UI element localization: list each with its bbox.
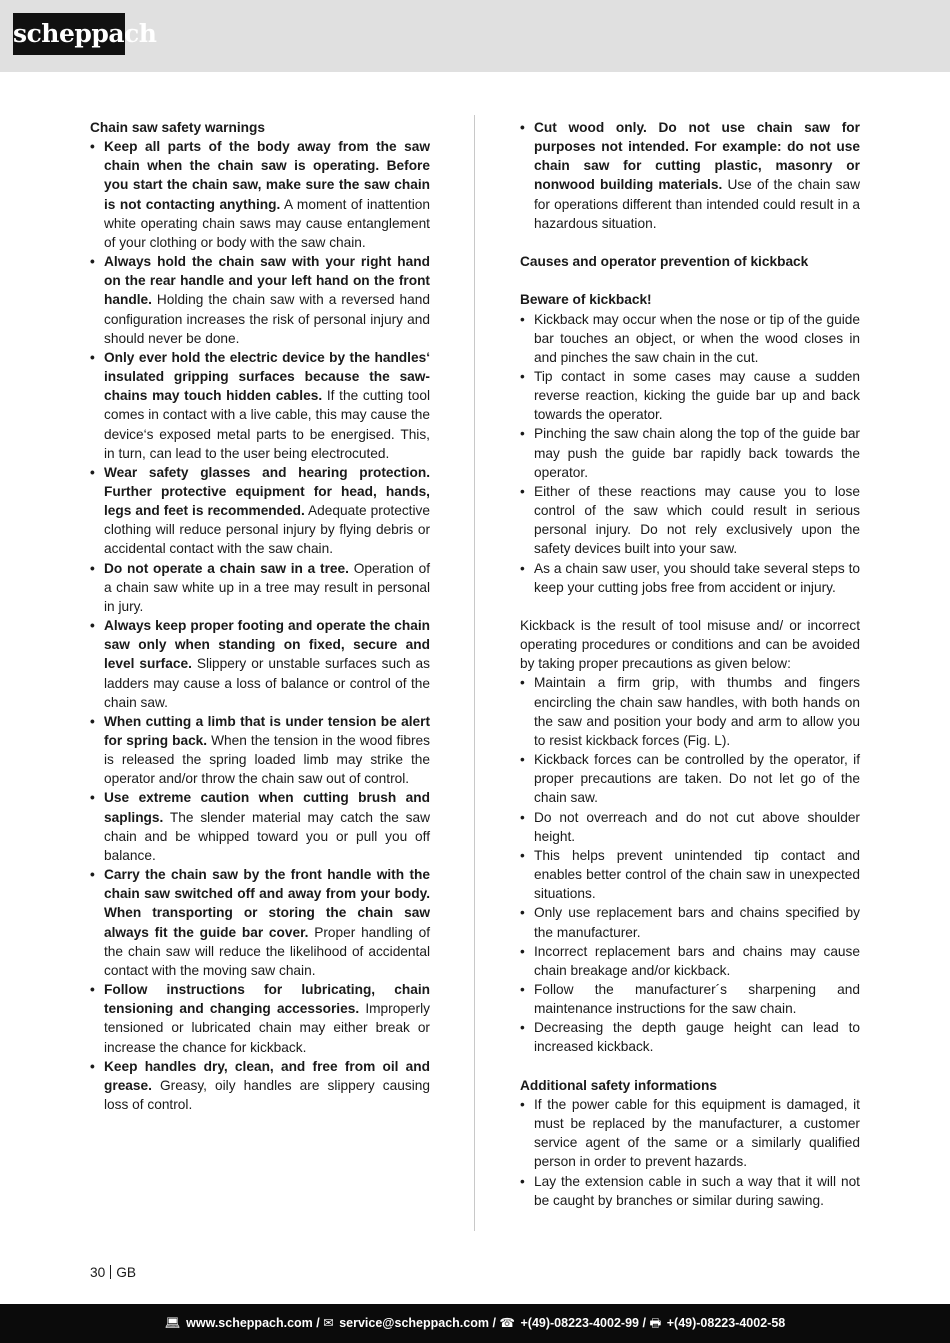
page-language: GB bbox=[116, 1265, 137, 1280]
section-heading-kickback: Causes and operator prevention of kickback bbox=[520, 254, 809, 270]
list-item: • Follow the manufacturer´s sharpening and maintenance instructions for the saw chain. bbox=[520, 980, 860, 1018]
list-item: • Lay the extension cable in such a way that it will not be caught by branches or similar during sawing. bbox=[520, 1172, 860, 1210]
item-text: When the tension in the wood fibres is released the spring loaded limb may strike the operator and/or throw the chain saw out of control. bbox=[104, 733, 430, 787]
list-item: • Maintain a firm grip, with thumbs and fingers encircling the chain saw handles, with both hands on the saw and position your body and arm to allow you to resist kickback forces (Fig. L). bbox=[520, 673, 860, 750]
list-item: • Do not overreach and do not cut above shoulder height. bbox=[520, 808, 860, 846]
list-item bbox=[90, 137, 430, 252]
spacer bbox=[520, 233, 860, 252]
page-number-separator bbox=[110, 1265, 111, 1279]
item-text: Holding the chain saw with a reversed hand configuration increases the risk of personal injury and should never be done. bbox=[104, 292, 430, 346]
item-text: A moment of inattention white operating chain saws may cause entanglement of your clothing or body with the saw chain. bbox=[104, 196, 430, 250]
item-bold: Wear safety glasses and hearing protection. Further protective equipment for head, hands, legs and feet is recommended. bbox=[104, 464, 430, 519]
page-header bbox=[0, 0, 950, 72]
list-item bbox=[90, 463, 430, 559]
list-item: • Incorrect replacement bars and chains may cause chain breakage and/or kickback. bbox=[520, 942, 860, 980]
footer-email[interactable]: service@scheppach.com bbox=[339, 1316, 489, 1330]
page-number-value: 30 bbox=[90, 1265, 106, 1280]
additional-safety-list bbox=[520, 1095, 860, 1210]
item-bold: Keep all parts of the body away from the saw chain when the chain saw is operating. Before you start the chain saw, make sure the saw chain is not contacting anything. bbox=[104, 139, 430, 212]
kickback-precautions-list bbox=[520, 673, 860, 1056]
list-item bbox=[90, 865, 430, 980]
item-text: If the cutting tool comes in contact with a live cable, this may cause the device‘s exposed metal parts to be energised. This, in turn, can lead to the user being electrocuted. bbox=[104, 388, 430, 461]
list-item: • Decreasing the depth gauge height can lead to increased kickback. bbox=[520, 1018, 860, 1056]
item-bold: Always keep proper footing and operate the chain saw only when standing on fixed, secure and level surface. bbox=[104, 618, 430, 672]
spacer bbox=[520, 597, 860, 616]
right-column bbox=[520, 118, 860, 1210]
page-number bbox=[90, 1265, 136, 1281]
column-divider bbox=[474, 115, 475, 1231]
item-text: Improperly tensioned or lubricated chain may either break or increase the chance for kickback. bbox=[104, 1001, 430, 1055]
spacer bbox=[520, 1057, 860, 1076]
item-text: Operation of a chain saw white up in a tree may result in personal in jury. bbox=[104, 560, 430, 614]
fax-icon: 🖶︎ bbox=[649, 1316, 662, 1330]
item-bold: Cut wood only. Do not use chain saw for purposes not intended. For example: do not use chain saw for cutting plastic, masonry or nonwood building materials. bbox=[534, 120, 860, 193]
list-item bbox=[90, 616, 430, 712]
list-item bbox=[90, 712, 430, 789]
list-item: • Pinching the saw chain along the top of the guide bar may push the guide bar rapidly back towards the operator. bbox=[520, 424, 860, 481]
list-item: • As a chain saw user, you should take several steps to keep your cutting jobs free from accident or injury. bbox=[520, 559, 860, 597]
item-bold: Only ever hold the electric device by the handles‘ insulated gripping surfaces because the saw-chains may touch hidden cables. bbox=[104, 349, 430, 404]
list-item: • If the power cable for this equipment is damaged, it must be replaced by the manufacturer, a customer service agent of the same or a similarly qualified person in order to prevent hazards. bbox=[520, 1095, 860, 1172]
footer-fax: +(49)-08223-4002-58 bbox=[666, 1316, 786, 1330]
item-bold: Always hold the chain saw with your right hand on the rear handle and your left hand on the front handle. bbox=[104, 254, 430, 308]
list-item bbox=[520, 118, 860, 233]
item-text: Slippery or unstable surfaces such as ladders may cause a loss of balance or control of the chain saw. bbox=[104, 656, 430, 710]
kickback-intro-paragraph: Kickback is the result of tool misuse and/ or incorrect operating procedures or conditions and can be avoided by taking proper precautions as given below: bbox=[520, 618, 860, 672]
phone-icon: ☎︎ bbox=[499, 1316, 515, 1330]
item-bold: Carry the chain saw by the front handle with the chain saw switched off and away from your body. When transporting or storing the chain saw always fit the guide bar cover. bbox=[104, 867, 430, 940]
item-text: The slender material may catch the saw chain and be whipped toward you or pull you off balance. bbox=[104, 809, 430, 863]
list-item: • Kickback may occur when the nose or tip of the guide bar touches an object, or when the wood closes in and pinches the saw chain in the cut. bbox=[520, 310, 860, 367]
list-item bbox=[90, 1057, 430, 1114]
footer-website[interactable]: www.scheppach.com bbox=[186, 1316, 313, 1330]
item-bold: Keep handles dry, clean, and free from oil and grease. bbox=[104, 1058, 430, 1093]
laptop-icon: 💻︎ bbox=[164, 1316, 181, 1330]
footer-phone: +(49)-08223-4002-99 bbox=[520, 1316, 639, 1330]
item-bold: Do not operate a chain saw in a tree. bbox=[104, 560, 349, 576]
list-item bbox=[90, 252, 430, 348]
list-item bbox=[90, 788, 430, 865]
item-bold: When cutting a limb that is under tension be alert for spring back. bbox=[104, 713, 430, 748]
item-text: Use of the chain saw for operations different than intended could result in a hazardous situation. bbox=[534, 177, 860, 231]
beware-list bbox=[520, 310, 860, 597]
section-heading-chain-saw-safety: Chain saw safety warnings bbox=[90, 120, 265, 135]
footer-separator: / bbox=[642, 1316, 646, 1330]
section-heading-additional: Additional safety informations bbox=[520, 1077, 717, 1093]
item-text: Adequate protective clothing will reduce personal injury by flying debris or accidental contact with the saw chain. bbox=[104, 503, 430, 557]
brand-logo: scheppach bbox=[13, 13, 125, 55]
list-item bbox=[90, 980, 430, 1057]
spacer bbox=[520, 271, 860, 290]
list-item: • Only use replacement bars and chains specified by the manufacturer. bbox=[520, 903, 860, 941]
section-heading-beware: Beware of kickback! bbox=[520, 292, 652, 308]
list-item: • Tip contact in some cases may cause a sudden reverse reaction, kicking the guide bar up and back towards the operator. bbox=[520, 367, 860, 424]
left-column bbox=[90, 118, 430, 1114]
list-item bbox=[90, 348, 430, 463]
list-item bbox=[90, 559, 430, 616]
footer-separator: / bbox=[492, 1316, 496, 1330]
safety-warnings-list bbox=[90, 137, 430, 1114]
item-text: Proper handling of the chain saw will reduce the likelihood of accidental contact with the moving saw chain. bbox=[104, 924, 430, 978]
page-footer bbox=[0, 1304, 950, 1343]
cut-wood-list bbox=[520, 118, 860, 233]
list-item: • This helps prevent unintended tip contact and enables better control of the chain saw in unexpected situations. bbox=[520, 846, 860, 903]
item-text: Greasy, oily handles are slippery causing loss of control. bbox=[104, 1077, 430, 1112]
footer-separator: / bbox=[316, 1316, 320, 1330]
item-bold: Use extreme caution when cutting brush and saplings. bbox=[104, 790, 430, 825]
list-item: • Kickback forces can be controlled by the operator, if proper precautions are taken. Do not let go of the chain saw. bbox=[520, 750, 860, 807]
mail-icon: ✉︎ bbox=[323, 1316, 334, 1330]
list-item: • Either of these reactions may cause you to lose control of the saw which could result in serious personal injury. Do not rely exclusively upon the safety devices built into your saw. bbox=[520, 482, 860, 559]
item-bold: Follow instructions for lubricating, chain tensioning and changing accessories. bbox=[104, 982, 430, 1017]
